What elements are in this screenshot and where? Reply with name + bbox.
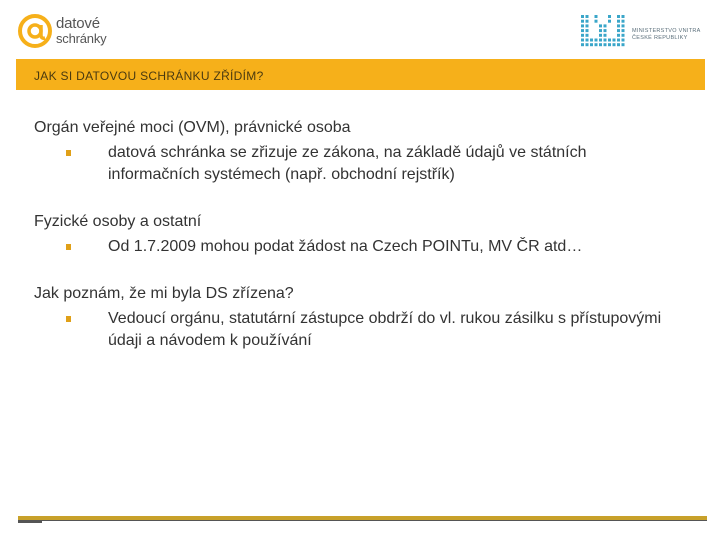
bullet-item	[34, 236, 674, 258]
square-bullet-icon	[66, 150, 71, 156]
logo-line-2: schránky	[56, 31, 107, 46]
ministry-logo	[580, 14, 700, 50]
logo-wordmark	[56, 16, 106, 46]
section-heading: Orgán veřejné moci (OVM), právnické osoba	[34, 119, 351, 136]
logo-line-1: datové	[56, 15, 100, 32]
square-bullet-icon	[66, 316, 71, 322]
slide-content	[34, 118, 674, 378]
datove-schranky-logo	[18, 14, 138, 50]
bullet-text: Od 1.7.2009 mohou podat žádost na Czech POINTu, MV ČR atd…	[108, 238, 583, 255]
section-heading: Fyzické osoby a ostatní	[34, 213, 202, 230]
section-fyzicke-osoby	[34, 212, 674, 258]
ministry-line-1: MINISTERSTVO VNITRA	[632, 28, 701, 34]
section-heading: Jak poznám, že mi byla DS zřízena?	[34, 285, 294, 302]
bullet-text: Vedoucí orgánu, statutární zástupce obdrží do vl. rukou zásilku s přístupovými údaji a návodem k používání	[108, 310, 662, 349]
dot-grid-logo-icon	[580, 14, 626, 48]
bullet-text: datová schránka se zřizuje ze zákona, na základě údajů ve státních informačních systémech (např. obchodní rejstřík)	[108, 144, 587, 183]
slide-title: JAK SI DATOVOU SCHRÁNKU ZŘÍDÍM?	[34, 69, 264, 83]
ministry-name	[632, 28, 701, 42]
square-bullet-icon	[66, 244, 71, 250]
footer-divider	[18, 520, 707, 521]
at-sign-icon	[18, 14, 52, 48]
bullet-item	[34, 308, 674, 352]
ministry-line-2: ČESKÉ REPUBLIKY	[632, 35, 688, 41]
section-ovm	[34, 118, 674, 186]
bullet-item	[34, 142, 674, 186]
section-jak-poznam	[34, 284, 674, 352]
title-bar	[16, 59, 705, 90]
footer-tick	[18, 521, 42, 523]
